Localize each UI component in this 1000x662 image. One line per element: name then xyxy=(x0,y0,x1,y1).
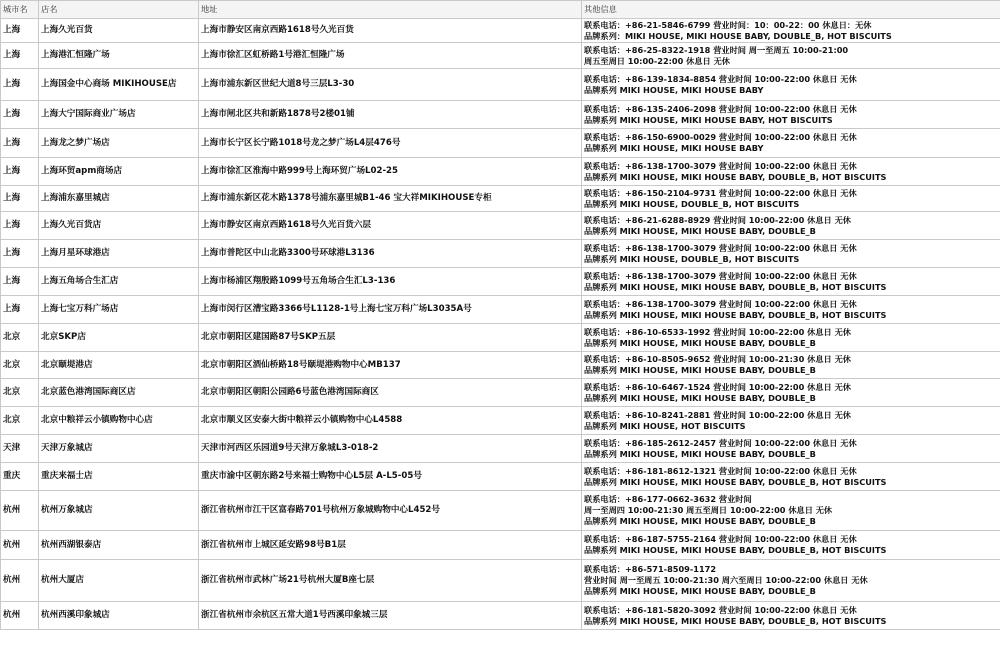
info-line: 联系电话：+86-181-8612-1321 营业时间 10:00-22:00 休息日 无休 xyxy=(584,465,857,476)
address-cell: 上海市普陀区中山北路3300号环球港L3136 xyxy=(199,240,582,268)
table-row xyxy=(1,531,1000,560)
store-name-cell: 上海龙之梦广场店 xyxy=(39,129,199,158)
info-line: 品牌系列 MIKI HOUSE, DOUBLE_B, HOT BISCUITS xyxy=(584,253,800,264)
info-line: 品牌系列 MIKI HOUSE, MIKI HOUSE BABY, DOUBLE_B xyxy=(584,337,816,348)
info-line: 联系电话：+86-25-8322-1918 营业时间 周一至周五 10:00-21:00 xyxy=(584,44,849,55)
store-name-cell: 上海月星环球港店 xyxy=(39,240,199,268)
table-row xyxy=(1,158,1000,186)
store-name-cell: 上海港汇恒隆广场 xyxy=(39,43,199,69)
header-city: 城市名 xyxy=(1,1,39,19)
info-cell xyxy=(582,352,1000,379)
store-name-cell: 上海五角场合生汇店 xyxy=(39,268,199,296)
table-row xyxy=(1,43,1000,69)
info-line: 品牌系列 MIKI HOUSE, MIKI HOUSE BABY, DOUBLE_B xyxy=(584,392,816,403)
address-cell: 上海市静安区南京西路1618号久光百货 xyxy=(199,19,582,43)
table-row xyxy=(1,69,1000,101)
info-line: 联系电话：+86-138-1700-3079 营业时间 10:00-22:00 休息日 无休 xyxy=(584,270,857,281)
info-line: 品牌系列 MIKI HOUSE, MIKI HOUSE BABY, DOUBLE_B, HOT BISCUITS xyxy=(584,281,887,292)
info-cell xyxy=(582,69,1000,101)
info-line: 联系电话：+86-571-8509-1172 xyxy=(584,564,717,574)
info-cell xyxy=(582,379,1000,407)
address-cell: 上海市徐汇区淮海中路999号上海环贸广场L02-25 xyxy=(199,158,582,186)
store-name-cell: 重庆来福士店 xyxy=(39,463,199,491)
city-cell: 杭州 xyxy=(1,560,39,602)
info-cell xyxy=(582,463,1000,491)
city-cell: 重庆 xyxy=(1,463,39,491)
city-cell: 上海 xyxy=(1,268,39,296)
store-name-cell: 天津万象城店 xyxy=(39,435,199,463)
info-line: 品牌系列 MIKI HOUSE, MIKI HOUSE BABY, DOUBLE_B, HOT BISCUITS xyxy=(584,476,887,487)
info-line: 联系电话：+86-10-8241-2881 营业时间 10:00-22:00 休息日 无休 xyxy=(584,409,851,420)
info-line: 联系电话：+86-139-1834-8854 营业时间 10:00-22:00 休息日 无休 xyxy=(584,73,857,84)
address-cell: 上海市闸北区共和新路1878号2楼01铺 xyxy=(199,101,582,129)
store-name-cell: 杭州西湖银泰店 xyxy=(39,531,199,560)
address-cell: 上海市杨浦区翔殷路1099号五角场合生汇L3-136 xyxy=(199,268,582,296)
info-line: 品牌系列 MIKI HOUSE, MIKI HOUSE BABY, DOUBLE_B xyxy=(584,448,816,459)
address-cell: 重庆市渝中区朝东路2号来福士购物中心L5层 A-L5-05号 xyxy=(199,463,582,491)
info-line: 营业时间 周一至周五 10:00-21:30 周六至周日 10:00-22:00 休息日 无休 xyxy=(584,575,868,585)
info-line: 品牌系列 MIKI HOUSE, DOUBLE_B, HOT BISCUITS xyxy=(584,198,800,209)
info-cell xyxy=(582,560,1000,602)
table-row xyxy=(1,101,1000,129)
info-line: 品牌系列 MIKI HOUSE, MIKI HOUSE BABY, DOUBLE_B, HOT BISCUITS xyxy=(584,545,887,555)
info-line: 联系电话：+86-138-1700-3079 营业时间 10:00-22:00 休息日 无休 xyxy=(584,298,857,309)
info-line: 联系电话：+86-187-5755-2164 营业时间 10:00-22:00 休息日 无休 xyxy=(584,534,857,544)
info-line: 联系电话：+86-135-2406-2098 营业时间 10:00-22:00 休息日 无休 xyxy=(584,103,857,114)
store-name-cell: 上海久光百货 xyxy=(39,19,199,43)
city-cell: 上海 xyxy=(1,101,39,129)
store-name-cell: 北京蓝色港湾国际商区店 xyxy=(39,379,199,407)
city-cell: 北京 xyxy=(1,407,39,435)
city-cell: 北京 xyxy=(1,352,39,379)
address-cell: 浙江省杭州市武林广场21号杭州大厦B座七层 xyxy=(199,560,582,602)
info-cell xyxy=(582,19,1000,43)
address-cell: 上海市浦东新区世纪大道8号三层L3-30 xyxy=(199,69,582,101)
info-line: 品牌系列：MIKI HOUSE, MIKI HOUSE BABY, DOUBLE_B, HOT BISCUITS xyxy=(584,30,892,41)
city-cell: 上海 xyxy=(1,129,39,158)
store-name-cell: 上海七宝万科广场店 xyxy=(39,296,199,324)
info-cell xyxy=(582,491,1000,531)
address-cell: 北京市朝阳区建国路87号SKP五层 xyxy=(199,324,582,352)
table-row xyxy=(1,296,1000,324)
table-row xyxy=(1,324,1000,352)
info-line: 品牌系列 MIKI HOUSE, MIKI HOUSE BABY, DOUBLE_B xyxy=(584,586,816,596)
info-line: 联系电话：+86-138-1700-3079 营业时间 10:00-22:00 休息日 无休 xyxy=(584,242,857,253)
address-cell: 北京市朝阳区朝阳公园路6号蓝色港湾国际商区 xyxy=(199,379,582,407)
header-store: 店名 xyxy=(39,1,199,19)
city-cell: 上海 xyxy=(1,186,39,212)
address-cell: 北京市朝阳区酒仙桥路18号颐堤港购物中心MB137 xyxy=(199,352,582,379)
info-line: 联系电话：+86-177-0662-3632 营业时间 xyxy=(584,494,752,504)
info-line: 联系电话：+86-10-8505-9652 营业时间 10:00-21:30 休息日 无休 xyxy=(584,354,851,364)
table-row xyxy=(1,212,1000,240)
address-cell: 上海市长宁区长宁路1018号龙之梦广场L4层476号 xyxy=(199,129,582,158)
info-line: 周一至周四 10:00-21:30 周五至周日 10:00-22:00 休息日 无休 xyxy=(584,505,833,515)
info-cell xyxy=(582,602,1000,630)
city-cell: 上海 xyxy=(1,43,39,69)
info-line: 品牌系列 MIKI HOUSE, MIKI HOUSE BABY, DOUBLE_B, HOT BISCUITS xyxy=(584,309,887,320)
table-row xyxy=(1,435,1000,463)
info-line: 品牌系列 MIKI HOUSE, MIKI HOUSE BABY xyxy=(584,84,764,95)
address-cell: 浙江省杭州市余杭区五常大道1号西溪印象城三层 xyxy=(199,602,582,630)
city-cell: 上海 xyxy=(1,212,39,240)
city-cell: 北京 xyxy=(1,379,39,407)
store-name-cell: 北京中粮祥云小镇购物中心店 xyxy=(39,407,199,435)
city-cell: 上海 xyxy=(1,158,39,186)
store-name-cell: 上海国金中心商场 MIKIHOUSE店 xyxy=(39,69,199,101)
info-line: 联系电话：+86-21-6288-8929 营业时间 10:00-22:00 休息日 无休 xyxy=(584,214,851,225)
info-cell xyxy=(582,407,1000,435)
store-name-cell: 上海环贸apm商场店 xyxy=(39,158,199,186)
info-line: 品牌系列 MIKI HOUSE, HOT BISCUITS xyxy=(584,420,746,431)
table-row xyxy=(1,379,1000,407)
header-address: 地址 xyxy=(199,1,582,19)
info-line: 联系电话：+86-21-5846-6799 营业时间：10：00-22：00 休息日：无休 xyxy=(584,19,872,30)
address-cell: 天津市河西区乐园道9号天津万象城L3-018-2 xyxy=(199,435,582,463)
city-cell: 天津 xyxy=(1,435,39,463)
store-name-cell: 杭州西溪印象城店 xyxy=(39,602,199,630)
address-cell: 北京市顺义区安泰大街中粮祥云小镇购物中心L4588 xyxy=(199,407,582,435)
info-cell xyxy=(582,240,1000,268)
table-row xyxy=(1,186,1000,212)
city-cell: 上海 xyxy=(1,240,39,268)
info-cell xyxy=(582,531,1000,560)
store-name-cell: 北京SKP店 xyxy=(39,324,199,352)
info-cell xyxy=(582,186,1000,212)
table-row xyxy=(1,240,1000,268)
city-cell: 杭州 xyxy=(1,531,39,560)
store-name-cell: 杭州大厦店 xyxy=(39,560,199,602)
info-line: 联系电话：+86-138-1700-3079 营业时间 10:00-22:00 休息日 无休 xyxy=(584,160,857,171)
table-row xyxy=(1,19,1000,43)
info-cell xyxy=(582,268,1000,296)
info-line: 品牌系列 MIKI HOUSE, MIKI HOUSE BABY, DOUBLE_B xyxy=(584,365,816,375)
info-cell xyxy=(582,158,1000,186)
table-row xyxy=(1,407,1000,435)
info-line: 品牌系列 MIKI HOUSE, MIKI HOUSE BABY, DOUBLE_B xyxy=(584,225,816,236)
store-name-cell: 杭州万象城店 xyxy=(39,491,199,531)
info-cell xyxy=(582,212,1000,240)
city-cell: 上海 xyxy=(1,69,39,101)
info-cell xyxy=(582,435,1000,463)
city-cell: 上海 xyxy=(1,19,39,43)
info-line: 联系电话：+86-150-2104-9731 营业时间 10:00-22:00 休息日 无休 xyxy=(584,187,857,198)
info-line: 联系电话：+86-181-5820-3092 营业时间 10:00-22:00 休息日 无休 xyxy=(584,604,857,615)
city-cell: 杭州 xyxy=(1,602,39,630)
info-line: 品牌系列 MIKI HOUSE, MIKI HOUSE BABY, DOUBLE_B, HOT BISCUITS xyxy=(584,171,887,182)
info-line: 品牌系列 MIKI HOUSE, MIKI HOUSE BABY, HOT BISCUITS xyxy=(584,114,833,125)
info-cell xyxy=(582,129,1000,158)
table-row xyxy=(1,129,1000,158)
info-line: 联系电话：+86-185-2612-2457 营业时间 10:00-22:00 休息日 无休 xyxy=(584,437,857,448)
address-cell: 浙江省杭州市江干区富春路701号杭州万象城购物中心L452号 xyxy=(199,491,582,531)
table-row xyxy=(1,491,1000,531)
store-name-cell: 北京颐堤港店 xyxy=(39,352,199,379)
city-cell: 上海 xyxy=(1,296,39,324)
info-line: 联系电话：+86-10-6467-1524 营业时间 10:00-22:00 休息日 无休 xyxy=(584,381,851,392)
table-row xyxy=(1,352,1000,379)
address-cell: 浙江省杭州市上城区延安路98号B1层 xyxy=(199,531,582,560)
address-cell: 上海市徐汇区虹桥路1号港汇恒隆广场 xyxy=(199,43,582,69)
address-cell: 上海市闵行区漕宝路3366号L1128-1号上海七宝万科广场L3035A号 xyxy=(199,296,582,324)
info-line: 联系电话：+86-150-6900-0029 营业时间 10:00-22:00 休息日 无休 xyxy=(584,132,857,142)
info-cell xyxy=(582,101,1000,129)
table-row xyxy=(1,602,1000,630)
info-cell xyxy=(582,324,1000,352)
address-cell: 上海市浦东新区花木路1378号浦东嘉里城B1-46 宝大祥MIKIHOUSE专柜 xyxy=(199,186,582,212)
city-cell: 杭州 xyxy=(1,491,39,531)
store-name-cell: 上海大宁国际商业广场店 xyxy=(39,101,199,129)
header-row xyxy=(1,1,1000,19)
store-name-cell: 上海久光百货店 xyxy=(39,212,199,240)
table-row xyxy=(1,463,1000,491)
header-info: 其他信息 xyxy=(582,1,1000,19)
city-cell: 北京 xyxy=(1,324,39,352)
info-line: 联系电话：+86-10-6533-1992 营业时间 10:00-22:00 休息日 无休 xyxy=(584,326,851,337)
table-body xyxy=(1,19,1000,630)
info-line: 周五至周日 10:00-22:00 休息日 无休 xyxy=(584,55,730,66)
info-line: 品牌系列 MIKI HOUSE, MIKI HOUSE BABY xyxy=(584,143,764,153)
info-cell xyxy=(582,296,1000,324)
address-cell: 上海市静安区南京西路1618号久光百货六层 xyxy=(199,212,582,240)
table-row xyxy=(1,560,1000,602)
store-name-cell: 上海浦东嘉里城店 xyxy=(39,186,199,212)
info-cell xyxy=(582,43,1000,69)
info-line: 品牌系列 MIKI HOUSE, MIKI HOUSE BABY, DOUBLE_B xyxy=(584,516,816,526)
table-row xyxy=(1,268,1000,296)
info-line: 品牌系列 MIKI HOUSE, MIKI HOUSE BABY, DOUBLE_B, HOT BISCUITS xyxy=(584,615,887,626)
